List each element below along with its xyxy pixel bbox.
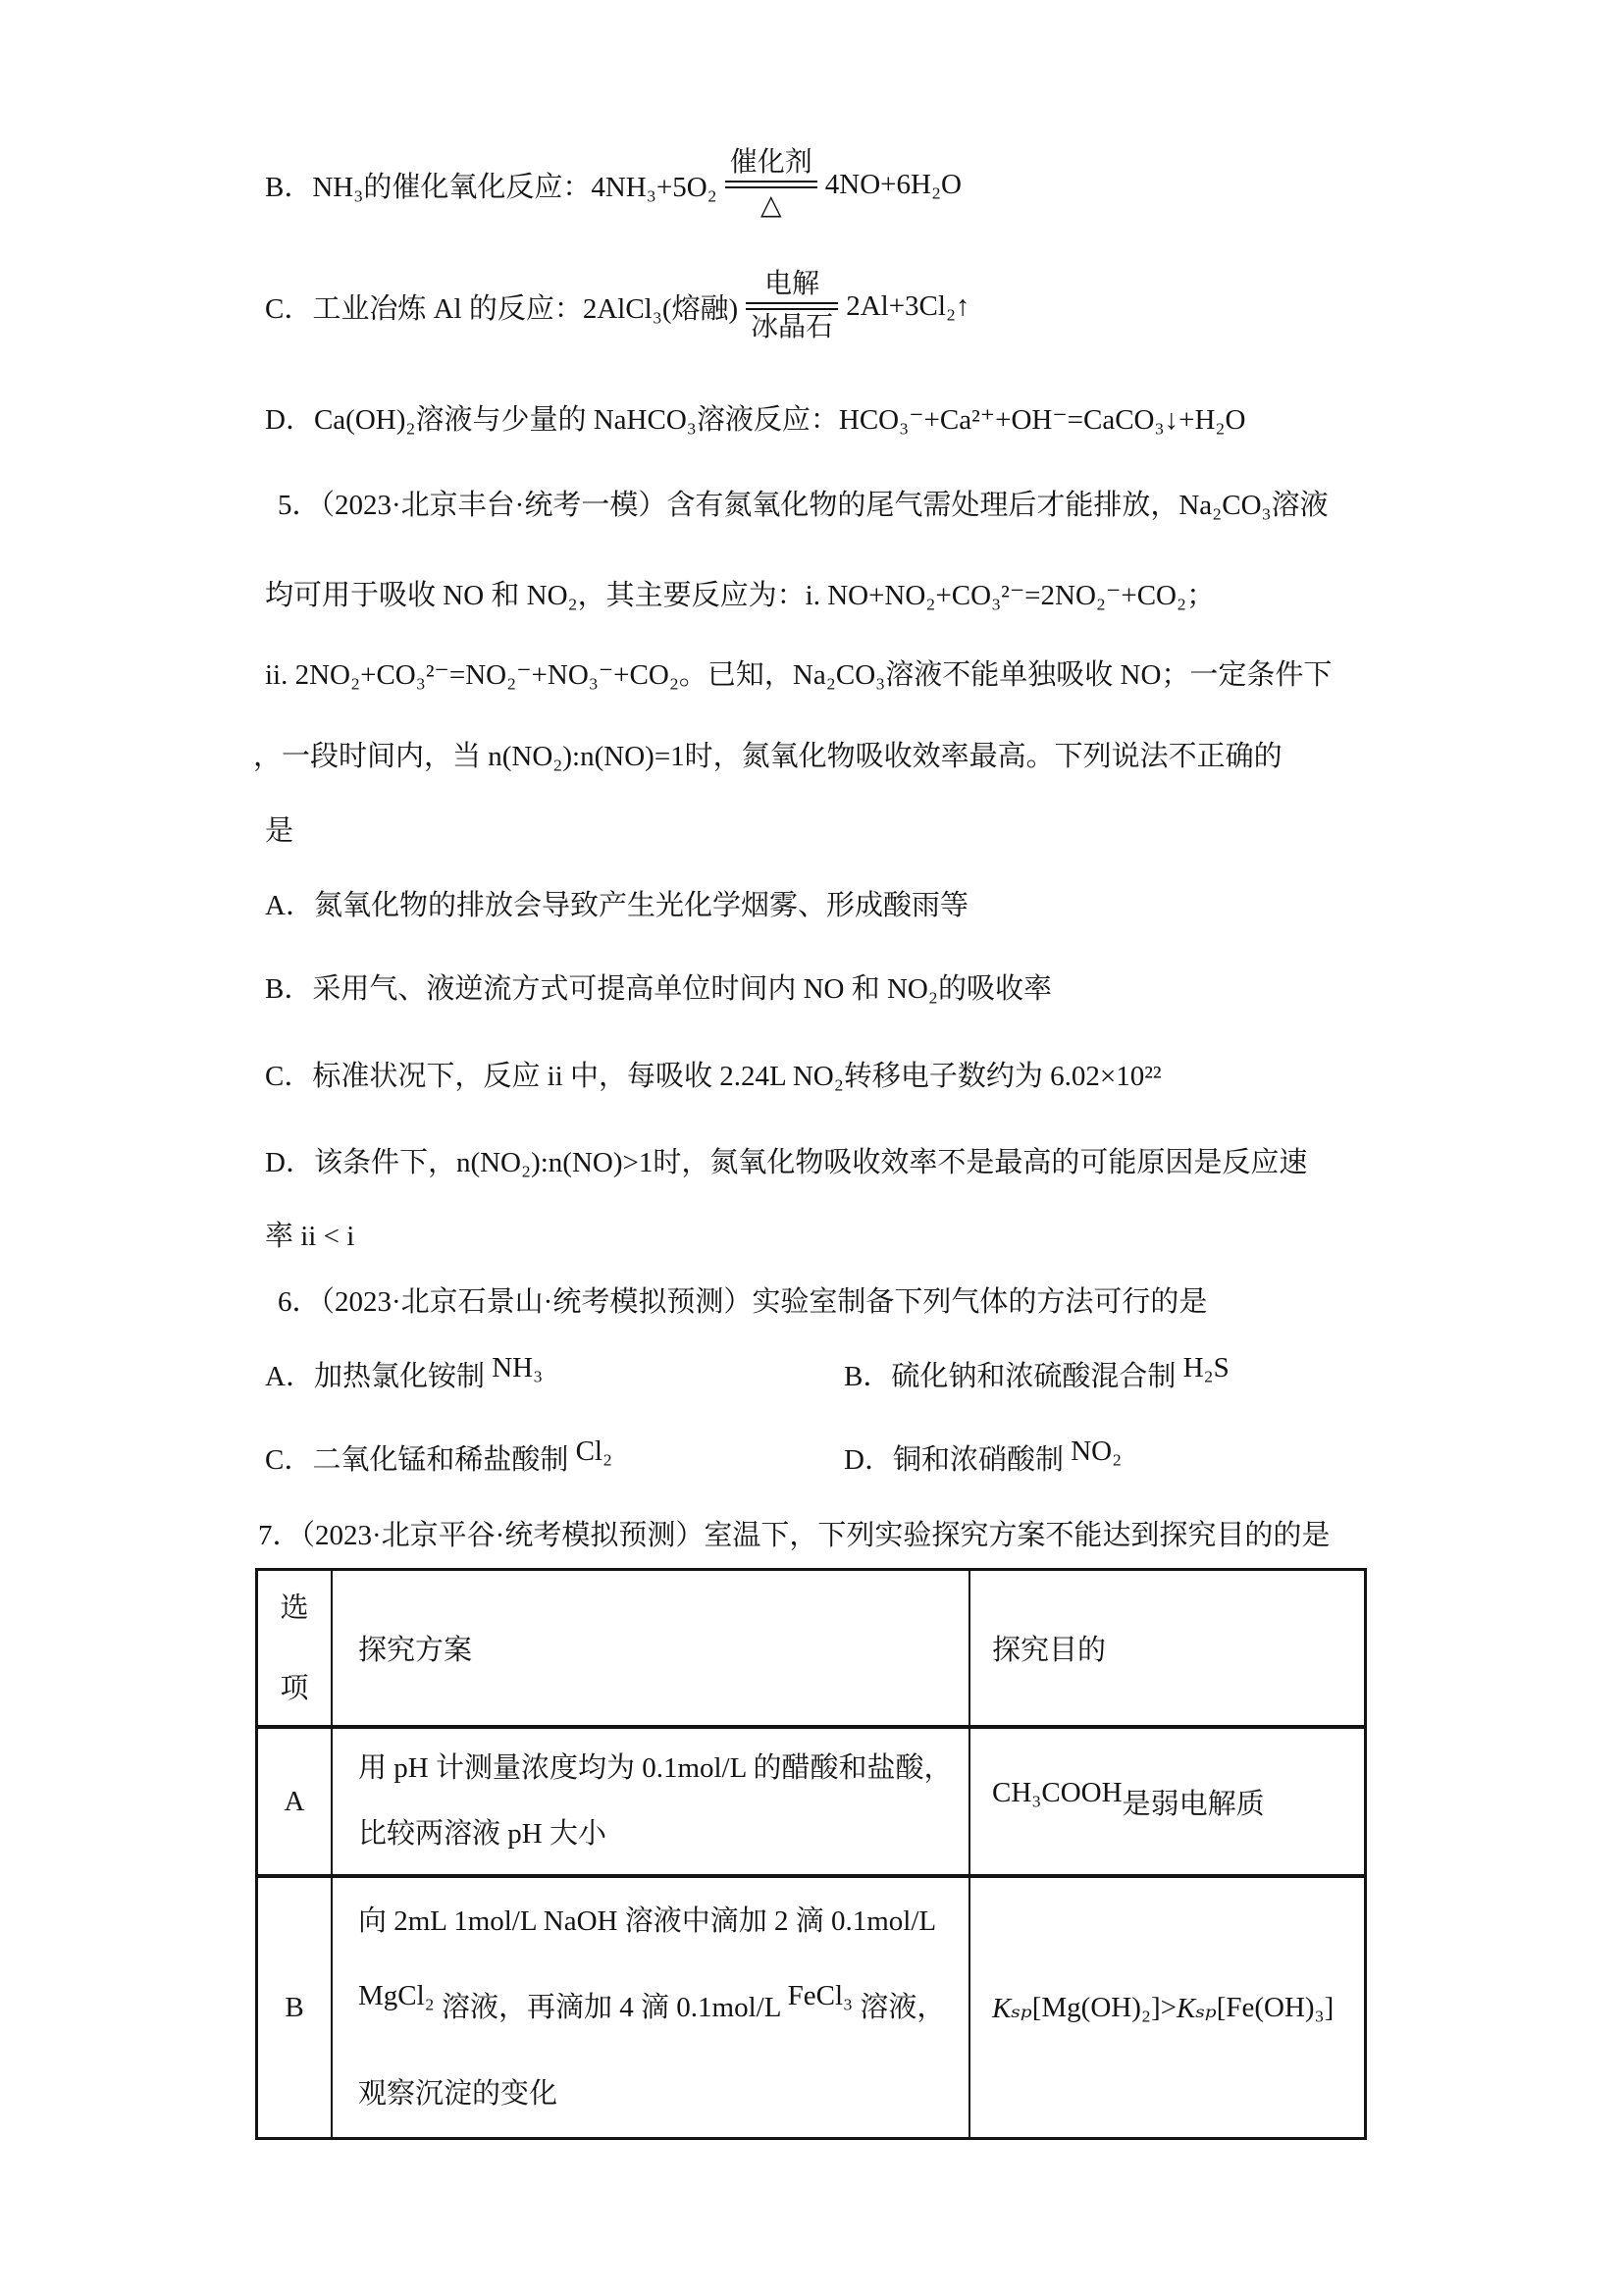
q5-stem-line-3: ii. 2NO₂+CO₃²⁻=NO₂⁻+NO₃⁻+CO₂。已知，Na₂CO₃溶液不能单独吸收 NO；一定条件下 (265, 659, 1333, 691)
row-b-option-label: B (285, 1991, 304, 2023)
q4-option-c-text: C．工业冶炼 Al 的反应：2AlCl₃(熔融) (265, 292, 739, 325)
q6-options-row-2 (265, 1435, 1374, 1480)
q5-option-c: C．标准状况下，反应 ii 中，每吸收 2.24L NO₂转移电子数约为 6.02×10²² (265, 1061, 1162, 1092)
q4-option-c-line (265, 247, 970, 365)
q6-options-row-1 (265, 1352, 1374, 1396)
row-b-purpose-cell (970, 1878, 1364, 2137)
q6-option-c (265, 1435, 844, 1480)
row-b-plan-line-1: 向 2mL 1mol/L NaOH 溶液中滴加 2 滴 0.1mol/L (358, 1905, 937, 1937)
q5-stem-line-1: 5．（2023·北京丰台·统考一模）含有氮氧化物的尾气需处理后才能排放，Na₂CO₃溶液 (278, 490, 1329, 521)
q6-option-d-formula: NO₂ (1071, 1435, 1123, 1467)
double-equals-line (725, 181, 817, 188)
row-a-option-label: A (284, 1785, 305, 1817)
q4-option-b-line (265, 126, 962, 243)
condition-below-cryolite: 冰晶石 (751, 312, 834, 342)
header-purpose-label: 探究目的 (992, 1635, 1107, 1666)
row-a-option-cell (258, 1729, 333, 1874)
row-a-plan-line-2: 比较两溶液 pH 大小 (358, 1818, 606, 1850)
row-a-purpose-text: 是弱电解质 (1122, 1788, 1265, 1820)
row-b-purpose-part-1: [Mg(OH)₂]> (1031, 1991, 1177, 2023)
row-b-purpose-part-2: [Fe(OH)₃] (1216, 1991, 1335, 2023)
row-b-plan-line-2 (358, 1964, 969, 2051)
condition-below-delta: △ (759, 190, 782, 221)
row-b-plan-text-2: 溶液， (853, 1992, 946, 2023)
q6-option-c-formula: Cl₂ (575, 1435, 613, 1467)
row-a-plan-line-1: 用 pH 计测量浓度均为 0.1mol/L 的醋酸和盐酸， (358, 1752, 953, 1784)
reaction-condition-stack-c (746, 268, 838, 344)
q6-option-c-text: C．二氧化锰和稀盐酸制 (265, 1444, 576, 1476)
header-cell-purpose (970, 1571, 1364, 1725)
q7-experiment-table (255, 1568, 1367, 2140)
row-b-formula-fecl3: FeCl₃ (787, 1980, 854, 2011)
row-b-formula-mgcl2: MgCl₂ (358, 1980, 435, 2011)
table-row-a (258, 1725, 1364, 1874)
row-a-plan-cell (333, 1729, 970, 1874)
header-cell-plan (333, 1571, 970, 1725)
q6-option-b (844, 1352, 1230, 1396)
row-b-plan-line-3: 观察沉淀的变化 (358, 2078, 558, 2110)
condition-above-electrolysis: 电解 (764, 269, 820, 299)
row-a-purpose-cell (970, 1729, 1364, 1874)
q6-option-d (844, 1435, 1123, 1480)
condition-above-catalyst: 催化剂 (729, 147, 812, 178)
q4-option-b-products: 4NO+6H₂O (824, 168, 963, 200)
table-row-b (258, 1874, 1364, 2137)
header-option-label: 选项 (280, 1592, 309, 1704)
reaction-condition-stack-b (725, 146, 817, 223)
q4-option-d-line: D．Ca(OH)₂溶液与少量的 NaHCO₃溶液反应：HCO₃⁻+Ca²⁺+OH⁻=CaCO₃↓+H₂O (265, 404, 1246, 436)
q4-option-c-products: 2Al+3Cl₂↑ (846, 289, 970, 322)
q4-option-b-text: B．NH₃的催化氧化反应：4NH₃+5O₂ (265, 171, 717, 203)
q5-option-a: A．氮氧化物的排放会导致产生光化学烟雾、形成酸雨等 (265, 890, 969, 921)
q5-stem-line-4: ，一段时间内，当 n(NO₂):n(NO)=1时，氮氧化物吸收效率最高。下列说法不正确的 (253, 741, 1283, 772)
header-cell-option (258, 1571, 333, 1725)
q6-option-b-text: B．硫化钠和浓硫酸混合制 (844, 1361, 1183, 1392)
q5-option-b: B．采用气、液逆流方式可提高单位时间内 NO 和 NO₂的吸收率 (265, 973, 1052, 1005)
q6-stem: 6．（2023·北京石景山·统考模拟预测）实验室制备下列气体的方法可行的是 (278, 1286, 1208, 1318)
row-b-plan-cell (333, 1878, 970, 2137)
q6-option-a-text: A．加热氯化铵制 (265, 1361, 493, 1392)
header-plan-label: 探究方案 (358, 1635, 473, 1666)
q5-option-d: D．该条件下，n(NO₂):n(NO)>1时，氮氧化物吸收效率不是最高的可能原因是反应速 (265, 1147, 1308, 1178)
row-a-purpose-formula: CH₃COOH (992, 1776, 1123, 1808)
q5-option-d-continued: 率 ii < i (265, 1221, 355, 1252)
row-b-purpose-ksp-1: Kₛₚ (992, 1992, 1032, 2024)
q5-stem-line-2: 均可用于吸收 NO 和 NO₂，其主要反应为：i. NO+NO₂+CO₃²⁻=2NO₂⁻+CO₂； (265, 580, 1216, 611)
row-b-option-cell (258, 1878, 333, 2137)
q6-option-d-text: D．铜和浓硝酸制 (844, 1444, 1072, 1476)
q6-option-a (265, 1352, 844, 1396)
q5-stem-line-5: 是 (265, 815, 294, 847)
double-equals-line (746, 302, 838, 310)
q6-option-b-formula: H₂S (1182, 1352, 1230, 1383)
q6-option-a-formula: NH₃ (492, 1352, 544, 1383)
row-b-plan-text-1: 溶液，再滴加 4 滴 0.1mol/L (434, 1992, 788, 2023)
table-header-row (258, 1571, 1364, 1725)
q7-stem: 7．（2023·北京平谷·统考模拟预测）室温下，下列实验探究方案不能达到探究目的的是 (258, 1520, 1331, 1551)
row-b-purpose-ksp-2: Kₛₚ (1176, 1992, 1217, 2024)
